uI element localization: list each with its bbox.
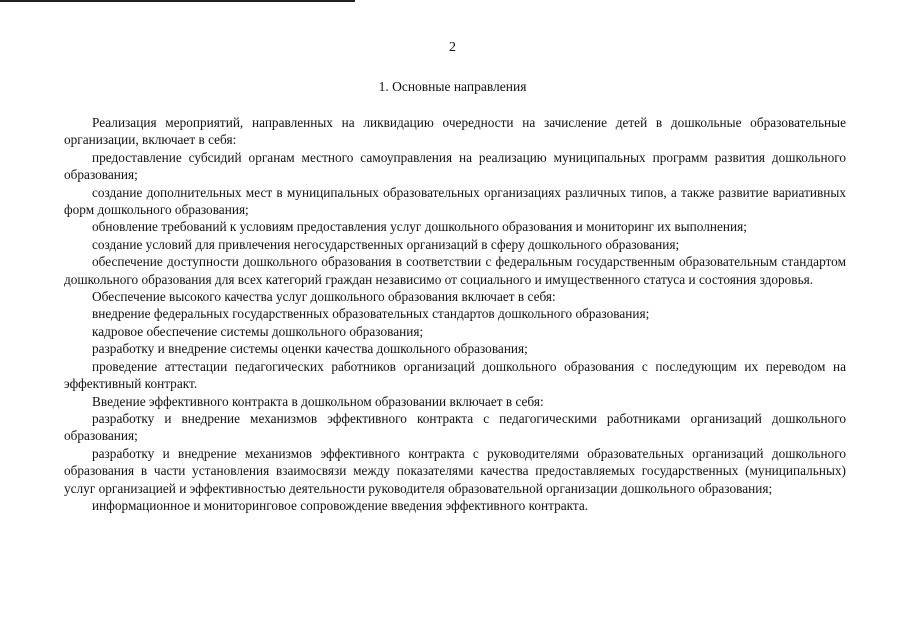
paragraph: Обеспечение высокого качества услуг дошкольного образования включает в себя: (92, 289, 556, 305)
paragraph: Реализация мероприятий, направленных на ликвидацию очередности на зачисление детей в дошкольные образовательные организации, включает в себя: (64, 115, 846, 148)
section-title: 1. Основные направления (378, 79, 527, 94)
paragraph: Введение эффективного контракта в дошкольном образовании включает в себя: (92, 393, 544, 409)
document-body (64, 114, 846, 514)
paragraph: создание условий для привлечения негосударственных организаций в сферу дошкольного образования; (92, 236, 680, 252)
paragraph: предоставление субсидий органам местного самоуправления на реализацию муниципальных программ развития дошкольного образования; (64, 149, 846, 183)
paragraph: разработку и внедрение механизмов эффективного контракта с педагогическими работниками организаций дошкольного образования; (64, 410, 846, 444)
top-rule (0, 0, 355, 2)
paragraph: проведение аттестации педагогических работников организаций дошкольного образования с последующим их переводом на эффективный контракт. (64, 358, 846, 392)
paragraph: создание дополнительных мест в муниципальных образовательных организациях различных типов, а также развитие вариативных форм дошкольного образования; (64, 184, 846, 218)
paragraph: разработку и внедрение системы оценки качества дошкольного образования; (92, 341, 528, 357)
paragraph: обеспечение доступности дошкольного образования в соответствии с федеральным государственным образовательным стандартом дошкольного образования для всех категорий граждан независимо от социального и имущественного статуса и состояния здоровья. (64, 254, 846, 287)
paragraph: внедрение федеральных государственных образовательных стандартов дошкольного образования; (92, 306, 650, 322)
paragraph: кадровое обеспечение системы дошкольного образования; (92, 323, 424, 339)
paragraph: информационное и мониторинговое сопровождение введения эффективного контракта. (92, 497, 589, 513)
paragraph: обновление требований к условиям предоставления услуг дошкольного образования и мониторинг их выполнения; (92, 219, 747, 235)
page-number: 2 (449, 40, 456, 55)
paragraph: разработку и внедрение механизмов эффективного контракта с руководителями образовательных организаций дошкольного образования в части установления взаимосвязи между показателями качества предоставляемых государственных (муниципальных) услуг организацией и эффективностью деятельности руководителя образовательной организации дошкольного образования; (64, 445, 846, 496)
